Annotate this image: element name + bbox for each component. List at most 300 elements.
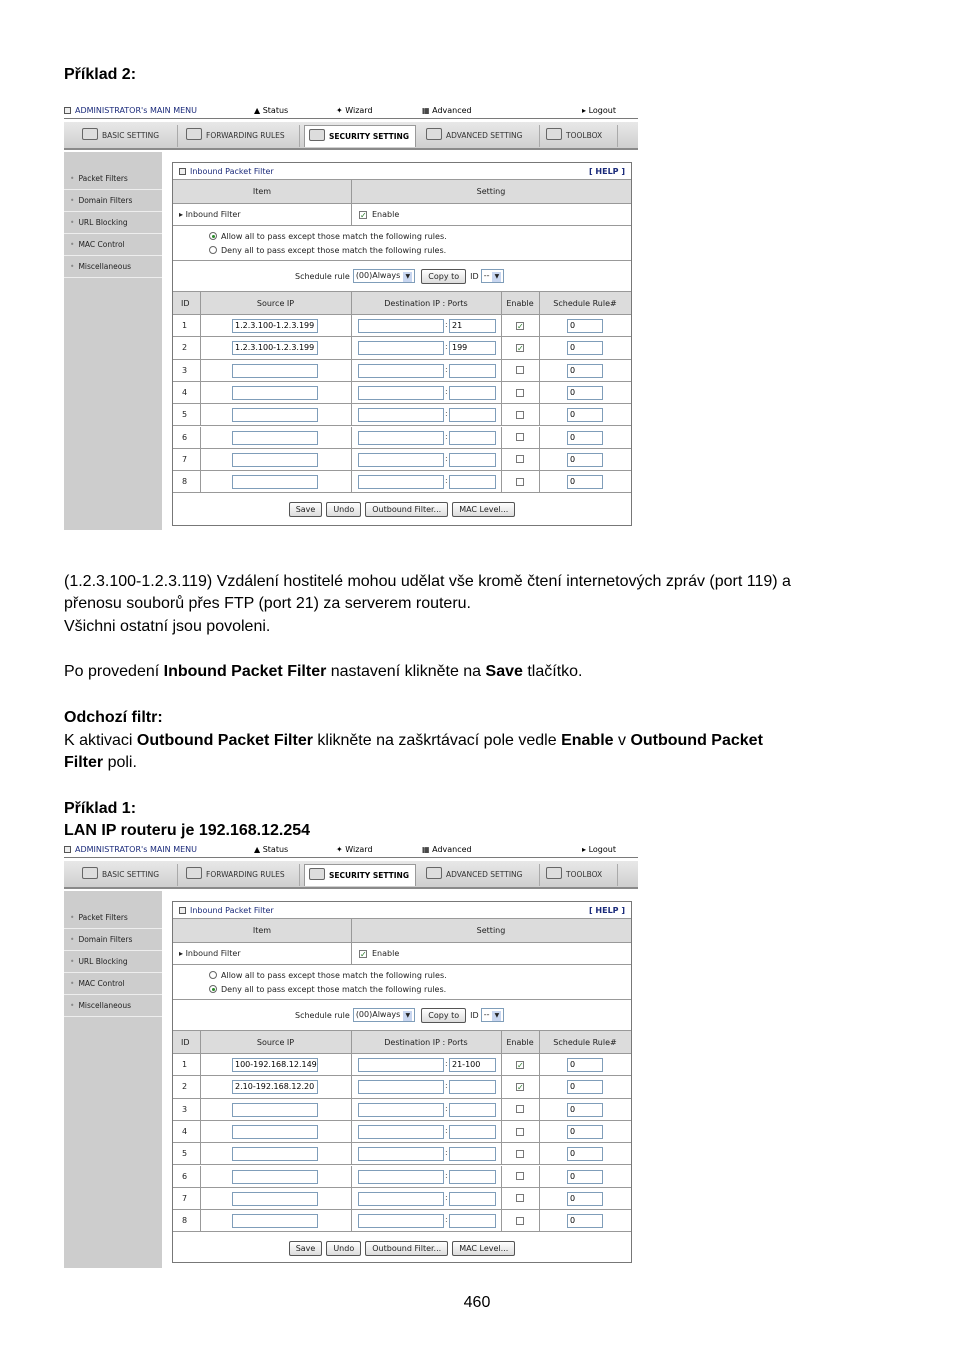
rule-enable-cell <box>516 337 529 358</box>
schedule-rule-input[interactable]: 0 <box>567 1058 603 1072</box>
table-row: 7 : 0 <box>173 1188 631 1210</box>
destination-port-input[interactable]: 21 <box>449 319 496 333</box>
logout-link[interactable] <box>582 106 616 115</box>
source-ip-input[interactable] <box>232 1214 318 1228</box>
undo-button[interactable]: Undo <box>326 1241 361 1256</box>
destination-ip-input[interactable] <box>358 453 444 467</box>
source-ip-input[interactable] <box>232 1147 318 1161</box>
tab-security-setting[interactable] <box>304 864 416 886</box>
action-buttons <box>173 493 631 525</box>
router-tab-bar <box>64 861 638 889</box>
inbound-filter-enable[interactable] <box>359 943 399 964</box>
destination-port-input[interactable] <box>449 364 496 378</box>
column-header-enable: Enable <box>506 298 534 308</box>
column-header-setting: Setting <box>476 187 506 196</box>
rule-enable-cell <box>516 404 529 425</box>
source-ip-input[interactable] <box>232 364 318 378</box>
rule-id: 6 <box>182 432 188 442</box>
radio-allow-icon[interactable] <box>209 971 217 979</box>
panel-title: Inbound Packet Filter <box>190 906 274 915</box>
id-select-value: -- <box>483 271 490 280</box>
text-run-bold: Save <box>485 663 523 680</box>
destination-ip-input[interactable] <box>358 341 444 355</box>
rule-id: 5 <box>182 410 188 420</box>
rule-id: 2 <box>182 1082 188 1092</box>
destination-port-input[interactable] <box>449 386 496 400</box>
schedule-rule-input[interactable]: 0 <box>567 319 603 333</box>
destination-ip-input[interactable] <box>358 431 444 445</box>
status-icon: ▲ <box>254 106 263 115</box>
source-ip-input[interactable] <box>232 1192 318 1206</box>
rule-id: 1 <box>182 321 188 331</box>
sidebar-item-miscellaneous[interactable]: • Miscellaneous <box>64 256 162 278</box>
destination-port-input[interactable] <box>449 1103 496 1117</box>
mac-level-button[interactable]: MAC Level... <box>452 1241 515 1256</box>
paragraph-outbound-line2 <box>64 752 137 774</box>
toolbox-icon <box>546 867 562 879</box>
sidebar-item-mac-control[interactable]: • MAC Control <box>64 973 162 995</box>
admin-main-menu-label: ADMINISTRATOR's MAIN MENU <box>75 845 197 854</box>
tab-label: TOOLBOX <box>566 870 603 879</box>
heading-example-2: Příklad 2: <box>64 66 137 83</box>
id-label: ID <box>470 271 479 281</box>
destination-port-input[interactable] <box>449 475 496 489</box>
security-setting-icon <box>309 129 325 141</box>
arrow-right-icon: ▸ <box>179 210 186 219</box>
router-screenshot-example-1 <box>64 843 638 1268</box>
heading-lan-ip: LAN IP routeru je 192.168.12.254 <box>64 822 311 839</box>
wizard-label: Wizard <box>345 845 373 854</box>
admin-main-menu-link[interactable] <box>64 106 197 115</box>
arrow-right-icon: ▸ <box>582 106 589 115</box>
enable-label: Enable <box>372 210 400 219</box>
rule-enable-cell <box>516 360 529 381</box>
id-select[interactable] <box>481 269 505 283</box>
rules-header-row <box>173 1031 631 1054</box>
checkbox-checked-icon[interactable]: ✓ <box>517 1082 524 1092</box>
schedule-rule-controls <box>295 261 508 291</box>
destination-ip-input[interactable] <box>358 1214 444 1228</box>
save-button[interactable]: Save <box>289 502 323 517</box>
checkbox-empty-icon[interactable] <box>516 1128 524 1136</box>
wizard-icon: ✦ <box>336 845 346 854</box>
advanced-label: Advanced <box>432 845 472 854</box>
destination-ip-input[interactable] <box>358 1125 444 1139</box>
table-row: 5 : 0 <box>173 1143 631 1165</box>
source-ip-input[interactable]: 1.2.3.100-1.2.3.199 <box>232 341 318 355</box>
schedule-rule-input[interactable]: 0 <box>567 1147 603 1161</box>
help-link[interactable]: [ HELP ] <box>588 167 625 176</box>
allow-radio-label: Allow all to pass except those match the following rules. <box>221 971 447 980</box>
column-header-destination: Destination IP : Ports <box>384 1037 468 1047</box>
checkbox-empty-icon[interactable] <box>516 1105 524 1113</box>
logout-label: Logout <box>588 845 616 854</box>
heading-outbound-filter: Odchozí filtr: <box>64 709 163 726</box>
wizard-icon: ✦ <box>336 106 346 115</box>
inbound-filter-row <box>173 204 631 226</box>
rule-id: 8 <box>182 477 188 487</box>
action-buttons-row <box>173 1232 631 1264</box>
paragraph-outbound-line1 <box>64 730 763 752</box>
schedule-rule-input[interactable]: 0 <box>567 364 603 378</box>
text-run: klikněte na zaškrtávací pole vedle <box>312 732 562 749</box>
text-run-bold: Enable <box>561 732 614 749</box>
source-ip-input[interactable] <box>232 408 318 422</box>
checkbox-empty-icon[interactable] <box>516 1194 524 1202</box>
tab-toolbox[interactable] <box>542 864 618 886</box>
destination-port-input[interactable] <box>449 431 496 445</box>
advanced-setting-icon <box>426 867 442 879</box>
source-ip-input[interactable] <box>232 431 318 445</box>
sidebar-item-domain-filters[interactable]: • Domain Filters <box>64 929 162 951</box>
inbound-filter-row <box>173 943 631 965</box>
checkbox-checked-icon[interactable]: ✓ <box>360 949 367 959</box>
rule-id: 4 <box>182 1127 188 1137</box>
arrow-right-icon: ▸ <box>179 949 186 958</box>
radio-deny-icon[interactable] <box>209 246 217 254</box>
paragraph-line: (1.2.3.100-1.2.3.119) Vzdálení hostitelé mohou udělat vše kromě čtení internetových zpráv (port 119) a <box>64 573 791 590</box>
text-run: Po provedení <box>64 663 164 680</box>
router-screenshot-example-2 <box>64 104 638 530</box>
router-tab-bar <box>64 122 638 150</box>
table-row: 1 100-192.168.12.149 : 21-100 ✓ 0 <box>173 1054 631 1076</box>
tab-forwarding-rules[interactable] <box>182 125 300 147</box>
column-header-source-ip: Source IP <box>256 298 295 308</box>
item-setting-header-row <box>173 919 631 943</box>
schedule-rule-label: Schedule rule <box>295 271 350 281</box>
status-link[interactable] <box>254 845 288 854</box>
advanced-link[interactable] <box>422 845 472 854</box>
rule-enable-cell <box>516 1076 529 1097</box>
source-ip-input[interactable] <box>232 1170 318 1184</box>
outbound-filter-button[interactable]: Outbound Filter... <box>365 502 448 517</box>
checkbox-checked-icon[interactable]: ✓ <box>517 1060 524 1070</box>
destination-ip-input[interactable] <box>358 1080 444 1094</box>
allow-radio-label: Allow all to pass except those match the following rules. <box>221 232 447 241</box>
checkbox-empty-icon[interactable] <box>516 1150 524 1158</box>
checkbox-empty-icon[interactable] <box>516 1217 524 1225</box>
source-ip-input[interactable] <box>232 475 318 489</box>
source-ip-input[interactable] <box>232 386 318 400</box>
source-ip-input[interactable]: 100-192.168.12.149 <box>232 1058 318 1072</box>
enable-label: Enable <box>372 949 400 958</box>
text-run: nastavení klikněte na <box>326 663 486 680</box>
tab-basic-setting[interactable] <box>78 864 178 886</box>
tab-label: FORWARDING RULES <box>206 131 285 140</box>
destination-ip-input[interactable] <box>358 386 444 400</box>
column-header-item: Item <box>252 187 272 196</box>
item-setting-header-row <box>173 180 631 204</box>
column-header-destination: Destination IP : Ports <box>384 298 468 308</box>
table-row: 3 : 0 <box>173 360 631 382</box>
status-label: Status <box>262 845 289 854</box>
paragraph-save-instruction <box>64 661 582 683</box>
status-icon: ▲ <box>254 845 263 854</box>
wizard-label: Wizard <box>345 106 373 115</box>
schedule-rule-input[interactable]: 0 <box>567 1192 603 1206</box>
status-link[interactable] <box>254 106 288 115</box>
schedule-rule-row <box>173 261 631 292</box>
help-link[interactable]: [ HELP ] <box>588 906 625 915</box>
schedule-rule-input[interactable]: 0 <box>567 408 603 422</box>
filter-mode-row <box>173 965 631 1000</box>
rule-id: 7 <box>182 1193 188 1203</box>
advanced-setting-icon <box>426 128 442 140</box>
schedule-rule-input[interactable]: 0 <box>567 1214 603 1228</box>
destination-port-input[interactable]: 21-100 <box>449 1058 496 1072</box>
table-row: 4 : 0 <box>173 1121 631 1143</box>
advanced-label: Advanced <box>432 106 472 115</box>
tab-label: BASIC SETTING <box>102 870 160 879</box>
schedule-rule-input[interactable]: 0 <box>567 1125 603 1139</box>
radio-deny-icon[interactable] <box>209 985 217 993</box>
checkbox-empty-icon[interactable] <box>516 478 524 486</box>
table-row: 2 2.10-192.168.12.20 : ✓ 0 <box>173 1076 631 1098</box>
destination-port-input[interactable] <box>449 1080 496 1094</box>
tab-toolbox[interactable] <box>542 125 618 147</box>
deny-radio-label: Deny all to pass except those match the following rules. <box>221 985 447 994</box>
rule-enable-cell <box>516 1210 529 1231</box>
panel-square-icon <box>179 907 186 914</box>
filter-mode-row <box>173 226 631 261</box>
tab-label: SECURITY SETTING <box>329 871 409 880</box>
destination-port-input[interactable] <box>449 1147 496 1161</box>
inbound-packet-filter-panel <box>172 162 632 526</box>
checkbox-empty-icon[interactable] <box>516 433 524 441</box>
column-header-item: Item <box>252 926 272 935</box>
table-row: 5 : 0 <box>173 404 631 426</box>
sidebar-item-packet-filters[interactable]: • Packet Filters <box>64 168 162 190</box>
paragraph-line: přenosu souborů přes FTP (port 21) za serverem routeru. <box>64 595 471 612</box>
schedule-rule-controls <box>295 1000 508 1030</box>
panel-header <box>173 163 631 180</box>
rule-id: 7 <box>182 454 188 464</box>
sidebar-item-packet-filters[interactable]: • Packet Filters <box>64 907 162 929</box>
allow-radio-option[interactable] <box>209 232 447 241</box>
tab-advanced-setting[interactable] <box>422 864 540 886</box>
undo-button[interactable]: Undo <box>326 502 361 517</box>
id-select-value: -- <box>483 1010 490 1019</box>
deny-radio-label: Deny all to pass except those match the following rules. <box>221 246 447 255</box>
sidebar-item-url-blocking[interactable]: • URL Blocking <box>64 951 162 973</box>
basic-setting-icon <box>82 867 98 879</box>
sidebar-item-url-blocking[interactable]: • URL Blocking <box>64 212 162 234</box>
rule-enable-cell <box>516 1143 529 1164</box>
chevron-down-icon: ▼ <box>492 272 501 282</box>
tab-advanced-setting[interactable] <box>422 125 540 147</box>
deny-radio-option[interactable] <box>209 985 446 994</box>
checkbox-empty-icon[interactable] <box>516 389 524 397</box>
destination-port-input[interactable]: 199 <box>449 341 496 355</box>
destination-port-input[interactable] <box>449 1214 496 1228</box>
inbound-filter-label: Inbound Filter <box>185 949 241 958</box>
allow-radio-option[interactable] <box>209 971 447 980</box>
destination-ip-input[interactable] <box>358 364 444 378</box>
schedule-rule-select[interactable] <box>353 1008 415 1022</box>
basic-setting-icon <box>82 128 98 140</box>
advanced-link[interactable] <box>422 106 472 115</box>
tab-security-setting[interactable] <box>304 125 416 147</box>
router-sidebar <box>64 891 162 1268</box>
schedule-rule-value: (00)Always <box>355 1010 401 1019</box>
checkbox-empty-icon[interactable] <box>516 455 524 463</box>
tab-label: ADVANCED SETTING <box>446 131 523 140</box>
checkbox-checked-icon[interactable]: ✓ <box>517 321 524 331</box>
deny-radio-option[interactable] <box>209 246 446 255</box>
column-header-source-ip: Source IP <box>256 1037 295 1047</box>
source-ip-input[interactable]: 1.2.3.100-1.2.3.199 <box>232 319 318 333</box>
id-label: ID <box>470 1010 479 1020</box>
tab-forwarding-rules[interactable] <box>182 864 300 886</box>
rule-enable-cell <box>516 471 529 492</box>
column-header-enable: Enable <box>506 1037 534 1047</box>
rule-enable-cell <box>516 427 529 448</box>
forwarding-rules-icon <box>186 867 202 879</box>
copy-to-button[interactable]: Copy to <box>421 269 466 284</box>
router-sidebar <box>64 152 162 530</box>
column-header-id: ID <box>181 1037 190 1047</box>
inbound-filter-item <box>179 943 241 964</box>
rules-header-row <box>173 292 631 315</box>
text-run: K aktivaci <box>64 732 137 749</box>
checkbox-empty-icon[interactable] <box>516 366 524 374</box>
checkbox-empty-icon[interactable] <box>516 1172 524 1180</box>
wizard-link[interactable] <box>336 106 373 115</box>
source-ip-input[interactable]: 2.10-192.168.12.20 <box>232 1080 318 1094</box>
rule-enable-cell <box>516 1166 529 1187</box>
schedule-rule-input[interactable]: 0 <box>567 1103 603 1117</box>
heading-example-1: Příklad 1: <box>64 800 137 817</box>
destination-ip-input[interactable] <box>358 1058 444 1072</box>
checkbox-checked-icon[interactable]: ✓ <box>360 210 367 220</box>
save-button[interactable]: Save <box>289 1241 323 1256</box>
destination-port-input[interactable] <box>449 408 496 422</box>
rule-id: 6 <box>182 1171 188 1181</box>
column-header-schedule-rule: Schedule Rule# <box>553 1037 617 1047</box>
mac-level-button[interactable]: MAC Level... <box>452 502 515 517</box>
column-header-id: ID <box>181 298 190 308</box>
destination-ip-input[interactable] <box>358 1170 444 1184</box>
table-row: 7 : 0 <box>173 449 631 471</box>
rule-enable-cell <box>516 1099 529 1120</box>
destination-port-input[interactable] <box>449 1192 496 1206</box>
schedule-rule-select[interactable] <box>353 269 415 283</box>
inbound-packet-filter-panel <box>172 901 632 1263</box>
paragraph-line: Všichni ostatní jsou povoleni. <box>64 618 271 635</box>
schedule-rule-input[interactable]: 0 <box>567 341 603 355</box>
rule-id: 1 <box>182 1060 188 1070</box>
checkbox-empty-icon[interactable] <box>516 411 524 419</box>
tab-basic-setting[interactable] <box>78 125 178 147</box>
text-run-bold: Outbound Packet <box>630 732 763 749</box>
radio-allow-icon[interactable] <box>209 232 217 240</box>
inbound-filter-enable[interactable] <box>359 204 399 225</box>
wizard-link[interactable] <box>336 845 373 854</box>
copy-to-button[interactable]: Copy to <box>421 1008 466 1023</box>
panel-title: Inbound Packet Filter <box>190 167 274 176</box>
menu-square-icon <box>64 846 71 853</box>
sidebar-item-miscellaneous[interactable]: • Miscellaneous <box>64 995 162 1017</box>
id-select[interactable] <box>481 1008 505 1022</box>
destination-ip-input[interactable] <box>358 1147 444 1161</box>
schedule-rule-input[interactable]: 0 <box>567 475 603 489</box>
destination-ip-input[interactable] <box>358 1103 444 1117</box>
chevron-down-icon: ▼ <box>492 1011 501 1021</box>
table-row: 1 1.2.3.100-1.2.3.199 : 21 ✓ 0 <box>173 315 631 337</box>
schedule-rule-input[interactable]: 0 <box>567 431 603 445</box>
destination-port-input[interactable] <box>449 1125 496 1139</box>
text-run-bold: Inbound Packet Filter <box>163 663 327 680</box>
toolbox-icon <box>546 128 562 140</box>
rule-enable-cell <box>516 1054 529 1075</box>
panel-square-icon <box>179 168 186 175</box>
inbound-filter-item <box>179 204 241 225</box>
text-run-bold: Outbound Packet Filter <box>136 732 313 749</box>
schedule-rule-row <box>173 1000 631 1031</box>
destination-ip-input[interactable] <box>358 319 444 333</box>
admin-main-menu-link[interactable] <box>64 845 197 854</box>
tab-label: ADVANCED SETTING <box>446 870 523 879</box>
sidebar-item-domain-filters[interactable]: • Domain Filters <box>64 190 162 212</box>
action-buttons-row <box>173 493 631 525</box>
arrow-right-icon: ▸ <box>582 845 589 854</box>
rule-enable-cell <box>516 382 529 403</box>
status-label: Status <box>262 106 289 115</box>
admin-main-menu-label: ADMINISTRATOR's MAIN MENU <box>75 106 197 115</box>
text-run: poli. <box>103 754 137 771</box>
schedule-rule-input[interactable]: 0 <box>567 1170 603 1184</box>
schedule-rule-input[interactable]: 0 <box>567 386 603 400</box>
table-row: 3 : 0 <box>173 1099 631 1121</box>
chevron-down-icon: ▼ <box>403 272 412 282</box>
table-row: 8 : 0 <box>173 471 631 493</box>
security-setting-icon <box>309 868 325 880</box>
advanced-icon: ▦ <box>422 106 433 115</box>
text-run: v <box>613 732 631 749</box>
source-ip-input[interactable] <box>232 1125 318 1139</box>
rule-id: 8 <box>182 1216 188 1226</box>
menu-square-icon <box>64 107 71 114</box>
tab-label: TOOLBOX <box>566 131 603 140</box>
source-ip-input[interactable] <box>232 1103 318 1117</box>
rule-enable-cell <box>516 1188 529 1209</box>
panel-header <box>173 902 631 919</box>
table-row: 2 1.2.3.100-1.2.3.199 : 199 ✓ 0 <box>173 337 631 359</box>
tab-label: SECURITY SETTING <box>329 132 409 141</box>
rule-id: 4 <box>182 388 188 398</box>
rule-id: 2 <box>182 343 188 353</box>
destination-ip-input[interactable] <box>358 475 444 489</box>
schedule-rule-input[interactable]: 0 <box>567 1080 603 1094</box>
inbound-filter-label: Inbound Filter <box>185 210 241 219</box>
logout-link[interactable] <box>582 845 616 854</box>
rule-id: 3 <box>182 1104 188 1114</box>
destination-port-input[interactable] <box>449 1170 496 1184</box>
checkbox-checked-icon[interactable]: ✓ <box>517 343 524 353</box>
schedule-rule-input[interactable]: 0 <box>567 453 603 467</box>
advanced-icon: ▦ <box>422 845 433 854</box>
outbound-filter-button[interactable]: Outbound Filter... <box>365 1241 448 1256</box>
source-ip-input[interactable] <box>232 453 318 467</box>
destination-ip-input[interactable] <box>358 1192 444 1206</box>
forwarding-rules-icon <box>186 128 202 140</box>
destination-port-input[interactable] <box>449 453 496 467</box>
column-header-schedule-rule: Schedule Rule# <box>553 298 617 308</box>
sidebar-item-mac-control[interactable]: • MAC Control <box>64 234 162 256</box>
destination-ip-input[interactable] <box>358 408 444 422</box>
schedule-rule-value: (00)Always <box>355 271 401 280</box>
tab-label: FORWARDING RULES <box>206 870 285 879</box>
